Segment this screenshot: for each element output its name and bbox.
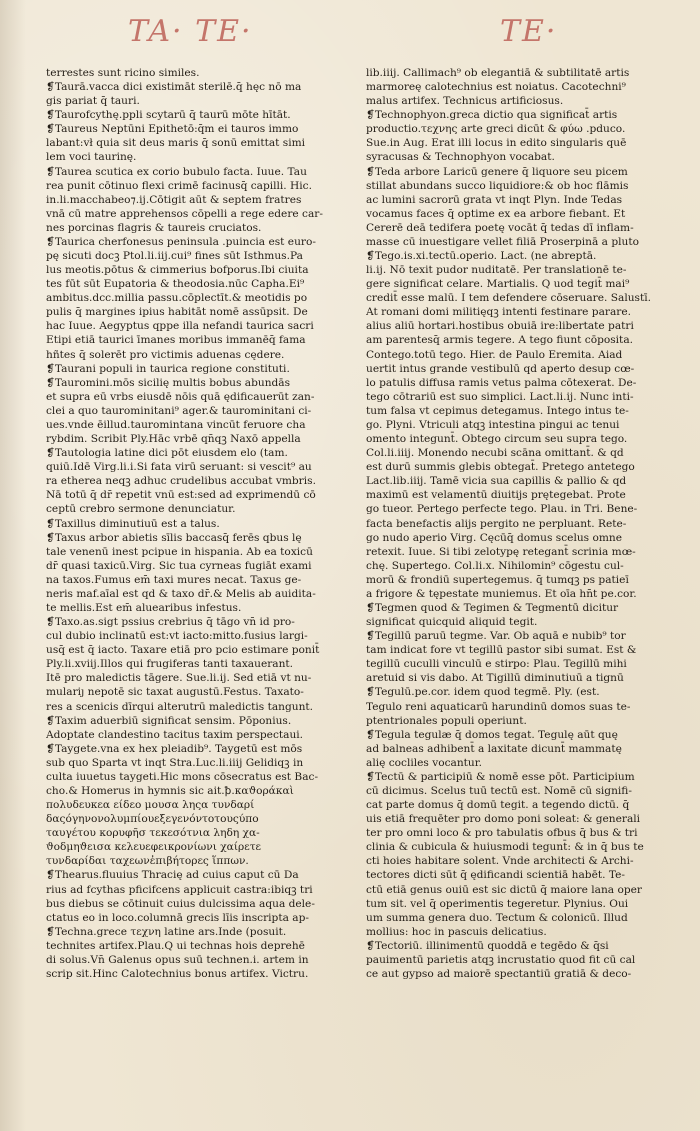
text-line: ❡Taurā.vacca dici existimāt sterilē.q̄ hęc nō ma xyxy=(46,81,302,94)
text-line: go. Plyni. Vtriculi atqꝫ intestina pingui ac tenui xyxy=(366,418,620,431)
text-line: Sue.in Aug. Erat illi locus in edito singularis quē xyxy=(366,137,627,150)
text-line: rea punit cōtinuo flexi crimē facinusq̄ capilli. Hic. xyxy=(46,179,312,192)
text-line: di solus.Vn̄ Galenus opus suū technen.i. artem in xyxy=(46,953,309,966)
text-line: culta iuuetus taygeti.Hic mons cōsecratus est Bac- xyxy=(46,770,319,783)
text-line: ❡Tegulū.pe.cor. idem quod tegmē. Ply. (est. xyxy=(366,686,600,699)
text-line: clei a quo taurominitani⁹ ager.& taurominitani ci- xyxy=(46,404,312,417)
text-line: ter pro omni loco & pro tabulatis ofbus q̄ bus & tri xyxy=(366,827,638,840)
text-line: uis etiā frequēter pro domo poni soleat: & generali xyxy=(366,813,641,826)
text-line: ϑοδμηϑεισα κελευεφεικρονίωνι χαίρετε xyxy=(46,841,262,854)
text-line: rybdim. Scribit Ply.Hāc vrbē qn̄qꝫ Naxō appella xyxy=(46,433,301,446)
text-line: ❡Technophyon.greca dictio qua significat̄ artis xyxy=(366,109,618,122)
text-line: cti hoies habitare solent. Vnde architecti & Archi- xyxy=(366,855,634,868)
text-line: ❡Tegillū paruū tegme. Var. Ob aquā e nubib⁹ tor xyxy=(366,630,626,643)
text-line: gere significat celare. Martialis. Q uod tegit̄ mai⁹ xyxy=(366,278,630,291)
text-line: labant:vł quia sit deus maris q̄ sonū emittat simi xyxy=(46,137,306,150)
text-line: Contego.totū tego. Hier. de Paulo Eremita. Aiad xyxy=(366,348,623,361)
text-line: πολυδευκεα είδεο μουσα ληςα τυνδαρί xyxy=(46,799,255,812)
text-line: ❡Tauromini.mōs sicilię multis bobus abundās xyxy=(46,376,291,389)
text-line: tum falsa vt cepimus detegamus. Intego intus te- xyxy=(366,404,629,417)
text-line: chę. Supertego. Col.li.x. Nihilomin⁹ cōgestu cul- xyxy=(366,559,624,572)
text-line: Cererē deā tedifera poetę vocāt q̄ tedas dī inflam- xyxy=(366,221,634,234)
text-line: tes fūt sūt Eupatoria & theodosia.nūc Capha.Ei⁹ xyxy=(46,278,305,291)
text-line: te mellis.Est em̄ aluearibus infestus. xyxy=(46,601,242,614)
text-line: lus meotis.pōtus & cimmerius bofporus.Ibi ciuita xyxy=(46,264,309,277)
text-line: ❡Tegmen quod & Tegimen & Tegmentū dicitur xyxy=(366,601,619,614)
text-line: technites artifex.Plau.Q ui technas hois deprehē xyxy=(46,939,305,952)
text-line: Itē pro maledictis tāgere. Sue.li.ij. Sed etiā vt nu- xyxy=(46,672,312,685)
text-column-right xyxy=(366,66,668,981)
text-line: ❡Taureus Neptūni Epithetō:q̄m ei tauros immo xyxy=(46,123,299,136)
text-line: ❡Tegula tegulæ q̄ domos tegat. Tegulę aūt quę xyxy=(366,728,618,741)
text-line: in.li.macchabeo⁊.ij.Cōtigit aūt & septem fratres xyxy=(46,193,302,206)
text-line: ues.vnde ēillud.tauromintana vincūt feruore cha xyxy=(46,418,306,431)
text-line: At romani domi militięqꝫ intenti festinare parare. xyxy=(366,306,631,319)
text-line: ❡Tectoriū. illinimentū quoddā e tegēdo & q̄si xyxy=(366,939,609,952)
text-line: quiū.Idē Virg.li.i.Si fata virū seruant: si vescit⁹ au xyxy=(46,461,312,474)
text-line: Col.li.iiij. Monendo necubi scāna omittant̄. & qd xyxy=(366,447,624,460)
text-line: ❡Taurani populi in taurica regione constituti. xyxy=(46,362,290,375)
text-line: ce aut gypso ad maiorē spectantiū gratiā & deco- xyxy=(366,968,632,980)
text-line: lib.iiij. Callimach⁹ ob elegantiā & subtilitatē artis xyxy=(366,67,630,79)
text-line: tale venenū inest pcipue in hispania. Ab ea toxicū xyxy=(46,545,313,558)
text-line: sub quo Sparta vt inqt Stra.Luc.li.iiij Gelidiqꝫ in xyxy=(46,756,304,769)
text-line: ❡Tectū & participiū & nomē esse pōt. Participium xyxy=(366,770,635,783)
text-line: stillat abundans succo liquidiore:& ob hoc flāmis xyxy=(366,179,629,192)
text-line: uertit intus grande vestibulū qd aperto desup cœ- xyxy=(366,362,635,375)
text-line: na taxos.Fumus em̄ taxi mures necat. Taxus ge- xyxy=(46,573,302,586)
text-line: res a scenicis dīrqui alterutrū maledictis tangunt. xyxy=(46,700,314,713)
text-line: pulis q̄ margines ipius habitāt nomē assūpsit. De xyxy=(46,306,308,319)
running-head-left: TA· TE· xyxy=(128,14,253,49)
text-line: pę sicuti docꝫ Ptol.li.iij.cui⁹ fines sūt Isthmus.Pa xyxy=(46,250,303,263)
text-line: ptentrionales populi operiunt. xyxy=(366,714,527,727)
text-line: ❡Taygete.vna ex hex pleiadib⁹. Taygetū est mōs xyxy=(46,742,303,755)
text-line: ❡Thearus.fluuius Thracię ad cuius caput cū Da xyxy=(46,869,299,882)
text-line: malus artifex. Technicus artificiosus. xyxy=(366,95,564,108)
text-line: δαςόγηνονολυμπίουεξεγενόντοτουςύπο xyxy=(46,813,259,826)
text-line: mulariȷ nepotē sic taxat augustū.Festus. Taxato- xyxy=(46,686,304,699)
text-line: lo patulis diffusa ramis vetus palma cōtexerat. De- xyxy=(366,376,637,389)
text-line: neris maf.aīal est qd & taxo dr̄.& Melis ab auidita- xyxy=(46,587,316,600)
text-line: tum sit. vel q̄ operimentis tegeretur. Plynius. Oui xyxy=(366,897,629,910)
page-gutter-shadow xyxy=(0,0,26,1131)
text-line: est durū summis glebis obtegat̄. Pretego antetego xyxy=(366,461,635,474)
text-line: Nā totū q̄ dr̄ repetit vnū est:sed ad exprimendū cō xyxy=(46,489,316,502)
text-line: aretuid si vis dabo. At Tigillū diminutiuū a tignū xyxy=(366,672,624,685)
text-line: cho.& Homerus in hymnis sic ait.ꝥ.καϑοράκαὶ xyxy=(46,784,294,797)
text-line: a frigore & tępestate muniemus. Et oīa hn̄t pe.cor. xyxy=(366,587,637,600)
text-line: um summa genera duo. Tectum & colonicū. Illud xyxy=(366,911,628,924)
text-line: clinia & cubicula & huiusmodi tegunt̄: & in q̄ bus te xyxy=(366,841,644,854)
text-line: ❡Techna.grece τεχνη latine ars.Inde (posuit. xyxy=(46,925,287,938)
text-line: alius aliū hortari.hostibus obuiā ire:libertate patri xyxy=(366,320,634,333)
text-line: mollius: hoc in pascuis delicatius. xyxy=(366,925,547,938)
text-line: ceptū crebro sermone denunciatur. xyxy=(46,503,236,516)
text-line: ❡Taurica cherfonesus peninsula .puincia est euro- xyxy=(46,235,316,248)
text-line: Ply.li.xviij.Illos qui frugiferas tanti taxauerant. xyxy=(46,658,294,671)
text-line: ❡Taxus arbor abietis sīlis baccasq̄ ferēs qbus lę xyxy=(46,531,302,544)
text-line: ra etherea neqꝫ adhuc crudelibus accubat vmbris. xyxy=(46,475,316,488)
text-line: ❡Taxo.as.sigt pssius crebrius q̄ tāgo vn̄ id pro- xyxy=(46,616,295,629)
text-line: ambitus.dcc.millia passu.cōplectīt.& meotidis po xyxy=(46,292,308,305)
text-line: ctatus eo in loco.columnā grecis līis inscripta ap- xyxy=(46,911,309,924)
text-line: gis pariat q̄ tauri. xyxy=(46,95,140,108)
text-line: ❡Taxim aduerbiū significat sensim. Pōponius. xyxy=(46,714,292,727)
text-line: τυνδαρίδαι ταχεωνἐπιβήτορες ἵππων. xyxy=(46,855,249,868)
text-line: lem voci taurinę. xyxy=(46,151,137,164)
text-line: pauimentū parietis atqꝫ incrustatio quod fit cū cal xyxy=(366,953,636,966)
text-line: go nudo aperio Virg. Cęcūq̄ domus scelus omne xyxy=(366,531,622,544)
text-line: hac Iuue. Aegyptus qppe illa nefandi taurica sacri xyxy=(46,320,314,333)
text-line: facta benefactis alijs pergito ne perpluant. Rete- xyxy=(366,517,627,530)
text-line: cū dicimus. Scelus tuū tectū est. Nomē cū signifi- xyxy=(366,784,632,797)
text-line: bus diebus se cōtinuit cuius dulcissima aqua dele- xyxy=(46,897,315,910)
text-line: significat quicquid aliquid tegit. xyxy=(366,616,538,629)
text-line: ctū etiā genus ouiū est sic dictū q̄ maiore lana oper xyxy=(366,883,642,896)
text-line: scrip sit.Hinc Calotechnius bonus artifex. Victru. xyxy=(46,968,309,980)
text-line: vnā cū matre apprehensos cōpelli a rege edere car- xyxy=(46,207,323,220)
text-line: omento integunt̄. Obtego circum seu supra tego. xyxy=(366,433,628,446)
text-line: tego cōtrariū est suo simplici. Lact.li.ij. Nunc inti- xyxy=(366,390,634,403)
text-line: ad balneas adhibent̄ a laxitate dicunt̄ mammatę xyxy=(366,742,622,755)
text-line: ❡Teda arbore Laricū genere q̄ liquore seu picem xyxy=(366,165,628,178)
text-line: Tegulo reni aquaticarū harundinū domos suas te- xyxy=(366,700,631,713)
text-line: vocamus faces q̄ optime ex ea arbore fiebant. Et xyxy=(366,207,626,220)
text-line: Lact.lib.iiij. Tamē vicia sua capillis & pallio & qd xyxy=(366,475,627,488)
text-line: ac lumini sacrorū grata vt inqt Plyn. Inde Tedas xyxy=(366,193,623,206)
text-line: li.ij. Nō texit pudor nuditatē. Per translationē te- xyxy=(366,264,627,277)
text-line: cul dubio inclinatū est:vt iacto:mitto.fusius largi- xyxy=(46,630,308,643)
text-line: cat parte domus q̄ domū tegit. a tegendo dictū. q̄ xyxy=(366,799,630,812)
text-line: marmoreę calotechnius est noiatus. Cacotechni⁹ xyxy=(366,81,626,94)
text-line: tectores dicti sūt q̄ ędificandi scientiā habēt. Te- xyxy=(366,869,625,882)
text-line: et supra eū vrbs eiusdē nōis quā ędificauerūt zan- xyxy=(46,390,315,403)
text-line: nes porcinas flagris & taureis cruciatos. xyxy=(46,221,262,234)
text-line: syracusas & Technophyon vocabat. xyxy=(366,151,555,164)
text-line: ❡Taurea scutica ex corio bubulo facta. Iuue. Tau xyxy=(46,165,307,178)
text-line: hñtes q̄ solerēt pro victimis aduenas cędere. xyxy=(46,348,285,361)
text-line: credit̄ esse malū. I tem defendere cōseruare. Salustī. xyxy=(366,292,651,305)
text-line: ❡Taurofcythę.ppli scytarū q̄ taurū mōte hītāt. xyxy=(46,109,291,122)
text-line: Etipi etiā taurici īmanes moribus immanēq̄ fama xyxy=(46,334,306,347)
text-line: retexit. Iuue. Si tibi zelotypę retegant̄ scrinia mœ- xyxy=(366,545,636,558)
text-line: alię cocliles vocantur. xyxy=(366,756,482,769)
text-line: go tueor. Pertego perfecte tego. Plau. in Tri. Bene- xyxy=(366,503,638,516)
text-line: tam indicat fore vt tegillū pastor sibi sumat. Est & xyxy=(366,644,637,657)
text-line: ❡Tego.is.xi.tectū.operio. Lact. (ne abreptā. xyxy=(366,250,597,263)
text-line: am parentesq̄ armis tegere. A tego fiunt cōposita. xyxy=(366,334,634,347)
running-head-right: TE· xyxy=(500,14,558,49)
text-line: Adoptate clandestino tacitus taxim perspectaui. xyxy=(46,728,304,741)
text-line: rius ad fcythas pficifcens applicuit castra:ibiqꝫ tri xyxy=(46,883,313,896)
text-line: ❡Taxillus diminutiuū est a talus. xyxy=(46,517,220,530)
text-line: usq̄ est q̄ iacto. Taxare etiā pro pcio estimare ponit̄ xyxy=(46,644,320,657)
text-column-left xyxy=(46,66,348,981)
text-line: masse cū inuestigare vellet filiā Proserpinā a pluto xyxy=(366,235,639,248)
text-line: terrestes sunt ricino similes. xyxy=(46,67,200,79)
text-line: ❡Tautologia latine dici pōt eiusdem elo (tam. xyxy=(46,447,288,460)
text-line: maximū est velamentū diuitijs prętegebat. Prote xyxy=(366,489,626,502)
text-line: morū & frondiū supertegemus. q̄ tumqꝫ ps patieī xyxy=(366,573,629,586)
text-line: dr̄ quasi taxicū.Virg. Sic tua cyrneas fugiāt exami xyxy=(46,559,312,572)
text-line: tegillū cuculli vinculū e stirpo: Plau. Tegillū mihi xyxy=(366,658,627,671)
text-line: ταυγέτου κορυφῆσ τεκεσότνια ληδη χα- xyxy=(46,827,260,840)
text-line: productio.τεχνης arte greci dicūt & φύω .pduco. xyxy=(366,123,626,136)
